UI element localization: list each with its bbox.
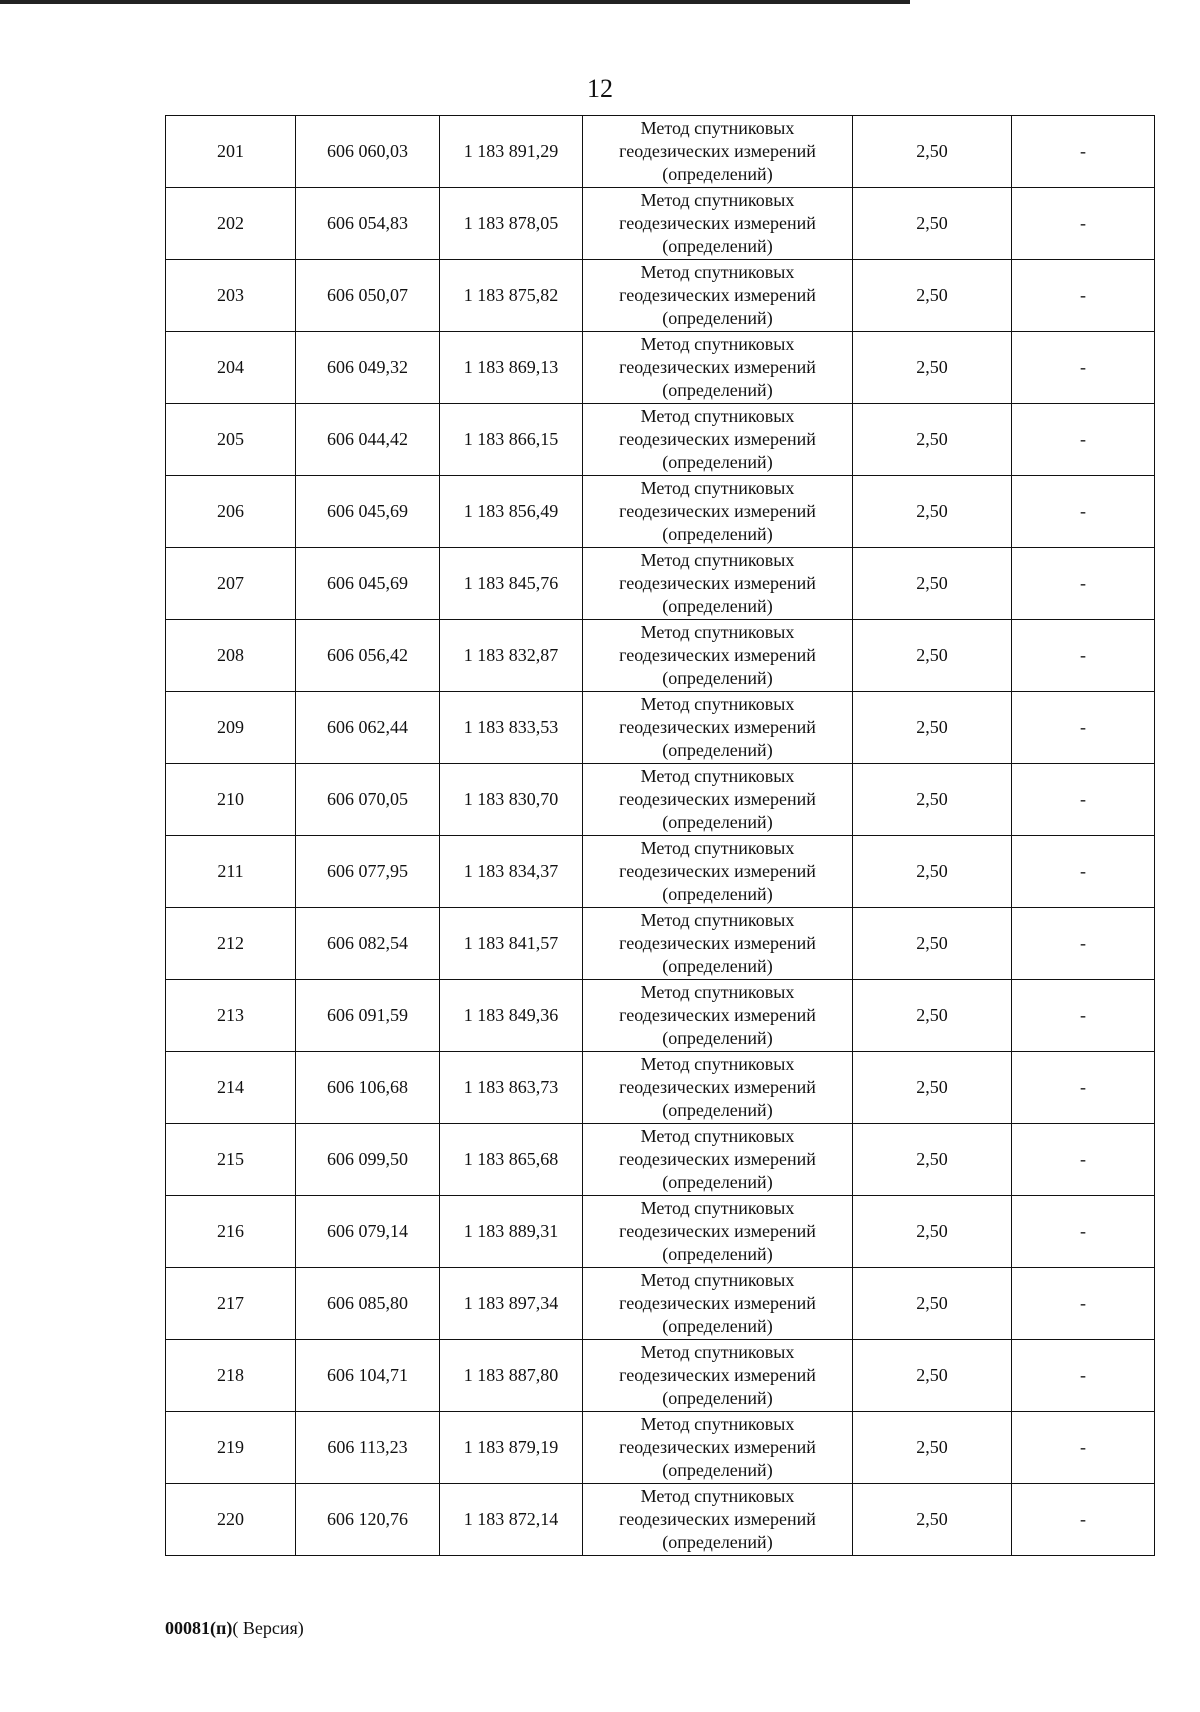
x-coordinate-cell: 606 045,69 bbox=[296, 476, 440, 548]
y-coordinate-cell: 1 183 863,73 bbox=[440, 1052, 583, 1124]
point-number-cell: 220 bbox=[166, 1484, 296, 1556]
point-number-cell: 212 bbox=[166, 908, 296, 980]
table-row bbox=[166, 1268, 1155, 1340]
method-cell: Метод спутниковых геодезических измерений (определений) bbox=[583, 188, 853, 260]
table-row bbox=[166, 692, 1155, 764]
note-cell: - bbox=[1012, 1052, 1155, 1124]
method-cell: Метод спутниковых геодезических измерений (определений) bbox=[583, 1052, 853, 1124]
table-row bbox=[166, 1196, 1155, 1268]
footer-version-label: ( Версия) bbox=[232, 1618, 304, 1638]
method-cell: Метод спутниковых геодезических измерений (определений) bbox=[583, 620, 853, 692]
table-row bbox=[166, 188, 1155, 260]
method-cell: Метод спутниковых геодезических измерений (определений) bbox=[583, 476, 853, 548]
precision-cell: 2,50 bbox=[853, 908, 1012, 980]
method-cell: Метод спутниковых геодезических измерений (определений) bbox=[583, 764, 853, 836]
x-coordinate-cell: 606 060,03 bbox=[296, 116, 440, 188]
precision-cell: 2,50 bbox=[853, 764, 1012, 836]
method-cell: Метод спутниковых геодезических измерений (определений) bbox=[583, 692, 853, 764]
precision-cell: 2,50 bbox=[853, 1412, 1012, 1484]
precision-cell: 2,50 bbox=[853, 1340, 1012, 1412]
table-row bbox=[166, 980, 1155, 1052]
note-cell: - bbox=[1012, 1268, 1155, 1340]
point-number-cell: 207 bbox=[166, 548, 296, 620]
y-coordinate-cell: 1 183 865,68 bbox=[440, 1124, 583, 1196]
precision-cell: 2,50 bbox=[853, 692, 1012, 764]
x-coordinate-cell: 606 120,76 bbox=[296, 1484, 440, 1556]
x-coordinate-cell: 606 050,07 bbox=[296, 260, 440, 332]
y-coordinate-cell: 1 183 845,76 bbox=[440, 548, 583, 620]
point-number-cell: 206 bbox=[166, 476, 296, 548]
precision-cell: 2,50 bbox=[853, 116, 1012, 188]
y-coordinate-cell: 1 183 834,37 bbox=[440, 836, 583, 908]
y-coordinate-cell: 1 183 879,19 bbox=[440, 1412, 583, 1484]
y-coordinate-cell: 1 183 869,13 bbox=[440, 332, 583, 404]
note-cell: - bbox=[1012, 1412, 1155, 1484]
note-cell: - bbox=[1012, 116, 1155, 188]
table-row bbox=[166, 1412, 1155, 1484]
precision-cell: 2,50 bbox=[853, 1268, 1012, 1340]
y-coordinate-cell: 1 183 875,82 bbox=[440, 260, 583, 332]
x-coordinate-cell: 606 077,95 bbox=[296, 836, 440, 908]
precision-cell: 2,50 bbox=[853, 1052, 1012, 1124]
method-cell: Метод спутниковых геодезических измерений (определений) bbox=[583, 980, 853, 1052]
x-coordinate-cell: 606 049,32 bbox=[296, 332, 440, 404]
precision-cell: 2,50 bbox=[853, 260, 1012, 332]
method-cell: Метод спутниковых геодезических измерений (определений) bbox=[583, 1196, 853, 1268]
y-coordinate-cell: 1 183 878,05 bbox=[440, 188, 583, 260]
note-cell: - bbox=[1012, 1340, 1155, 1412]
point-number-cell: 208 bbox=[166, 620, 296, 692]
method-cell: Метод спутниковых геодезических измерений (определений) bbox=[583, 1268, 853, 1340]
table-row bbox=[166, 1340, 1155, 1412]
y-coordinate-cell: 1 183 866,15 bbox=[440, 404, 583, 476]
note-cell: - bbox=[1012, 404, 1155, 476]
precision-cell: 2,50 bbox=[853, 980, 1012, 1052]
note-cell: - bbox=[1012, 1124, 1155, 1196]
note-cell: - bbox=[1012, 1196, 1155, 1268]
table-row bbox=[166, 1052, 1155, 1124]
x-coordinate-cell: 606 054,83 bbox=[296, 188, 440, 260]
method-cell: Метод спутниковых геодезических измерений (определений) bbox=[583, 1124, 853, 1196]
note-cell: - bbox=[1012, 620, 1155, 692]
y-coordinate-cell: 1 183 872,14 bbox=[440, 1484, 583, 1556]
table-body bbox=[166, 116, 1155, 1556]
note-cell: - bbox=[1012, 332, 1155, 404]
table-row bbox=[166, 476, 1155, 548]
precision-cell: 2,50 bbox=[853, 1484, 1012, 1556]
footer bbox=[165, 1616, 304, 1640]
method-cell: Метод спутниковых геодезических измерений (определений) bbox=[583, 836, 853, 908]
table-row bbox=[166, 404, 1155, 476]
x-coordinate-cell: 606 062,44 bbox=[296, 692, 440, 764]
x-coordinate-cell: 606 082,54 bbox=[296, 908, 440, 980]
x-coordinate-cell: 606 106,68 bbox=[296, 1052, 440, 1124]
x-coordinate-cell: 606 085,80 bbox=[296, 1268, 440, 1340]
page-number: 12 bbox=[587, 74, 613, 103]
y-coordinate-cell: 1 183 849,36 bbox=[440, 980, 583, 1052]
precision-cell: 2,50 bbox=[853, 836, 1012, 908]
y-coordinate-cell: 1 183 887,80 bbox=[440, 1340, 583, 1412]
method-cell: Метод спутниковых геодезических измерений (определений) bbox=[583, 1340, 853, 1412]
table-row bbox=[166, 116, 1155, 188]
point-number-cell: 215 bbox=[166, 1124, 296, 1196]
note-cell: - bbox=[1012, 1484, 1155, 1556]
point-number-cell: 219 bbox=[166, 1412, 296, 1484]
point-number-cell: 204 bbox=[166, 332, 296, 404]
precision-cell: 2,50 bbox=[853, 620, 1012, 692]
method-cell: Метод спутниковых геодезических измерений (определений) bbox=[583, 404, 853, 476]
precision-cell: 2,50 bbox=[853, 1124, 1012, 1196]
point-number-cell: 217 bbox=[166, 1268, 296, 1340]
table-row bbox=[166, 620, 1155, 692]
coordinates-table bbox=[165, 115, 1155, 1556]
y-coordinate-cell: 1 183 832,87 bbox=[440, 620, 583, 692]
point-number-cell: 218 bbox=[166, 1340, 296, 1412]
y-coordinate-cell: 1 183 856,49 bbox=[440, 476, 583, 548]
table-row bbox=[166, 908, 1155, 980]
note-cell: - bbox=[1012, 764, 1155, 836]
footer-form-code: 00081(п) bbox=[165, 1618, 233, 1638]
note-cell: - bbox=[1012, 908, 1155, 980]
point-number-cell: 202 bbox=[166, 188, 296, 260]
table-row bbox=[166, 1124, 1155, 1196]
precision-cell: 2,50 bbox=[853, 332, 1012, 404]
y-coordinate-cell: 1 183 841,57 bbox=[440, 908, 583, 980]
point-number-cell: 211 bbox=[166, 836, 296, 908]
x-coordinate-cell: 606 113,23 bbox=[296, 1412, 440, 1484]
table-row bbox=[166, 836, 1155, 908]
y-coordinate-cell: 1 183 830,70 bbox=[440, 764, 583, 836]
note-cell: - bbox=[1012, 188, 1155, 260]
precision-cell: 2,50 bbox=[853, 476, 1012, 548]
method-cell: Метод спутниковых геодезических измерений (определений) bbox=[583, 116, 853, 188]
x-coordinate-cell: 606 044,42 bbox=[296, 404, 440, 476]
method-cell: Метод спутниковых геодезических измерений (определений) bbox=[583, 1484, 853, 1556]
table-row bbox=[166, 548, 1155, 620]
method-cell: Метод спутниковых геодезических измерений (определений) bbox=[583, 548, 853, 620]
x-coordinate-cell: 606 104,71 bbox=[296, 1340, 440, 1412]
precision-cell: 2,50 bbox=[853, 548, 1012, 620]
note-cell: - bbox=[1012, 476, 1155, 548]
point-number-cell: 203 bbox=[166, 260, 296, 332]
y-coordinate-cell: 1 183 891,29 bbox=[440, 116, 583, 188]
point-number-cell: 209 bbox=[166, 692, 296, 764]
x-coordinate-cell: 606 099,50 bbox=[296, 1124, 440, 1196]
note-cell: - bbox=[1012, 548, 1155, 620]
table-row bbox=[166, 260, 1155, 332]
x-coordinate-cell: 606 070,05 bbox=[296, 764, 440, 836]
table-row bbox=[166, 764, 1155, 836]
point-number-cell: 205 bbox=[166, 404, 296, 476]
precision-cell: 2,50 bbox=[853, 1196, 1012, 1268]
y-coordinate-cell: 1 183 897,34 bbox=[440, 1268, 583, 1340]
method-cell: Метод спутниковых геодезических измерений (определений) bbox=[583, 332, 853, 404]
note-cell: - bbox=[1012, 980, 1155, 1052]
point-number-cell: 201 bbox=[166, 116, 296, 188]
note-cell: - bbox=[1012, 836, 1155, 908]
point-number-cell: 216 bbox=[166, 1196, 296, 1268]
point-number-cell: 210 bbox=[166, 764, 296, 836]
precision-cell: 2,50 bbox=[853, 188, 1012, 260]
point-number-cell: 213 bbox=[166, 980, 296, 1052]
note-cell: - bbox=[1012, 260, 1155, 332]
point-number-cell: 214 bbox=[166, 1052, 296, 1124]
y-coordinate-cell: 1 183 833,53 bbox=[440, 692, 583, 764]
method-cell: Метод спутниковых геодезических измерений (определений) bbox=[583, 1412, 853, 1484]
y-coordinate-cell: 1 183 889,31 bbox=[440, 1196, 583, 1268]
x-coordinate-cell: 606 091,59 bbox=[296, 980, 440, 1052]
table-row bbox=[166, 1484, 1155, 1556]
x-coordinate-cell: 606 079,14 bbox=[296, 1196, 440, 1268]
method-cell: Метод спутниковых геодезических измерений (определений) bbox=[583, 260, 853, 332]
top-border-line bbox=[0, 0, 910, 4]
x-coordinate-cell: 606 045,69 bbox=[296, 548, 440, 620]
table-row bbox=[166, 332, 1155, 404]
method-cell: Метод спутниковых геодезических измерений (определений) bbox=[583, 908, 853, 980]
note-cell: - bbox=[1012, 692, 1155, 764]
precision-cell: 2,50 bbox=[853, 404, 1012, 476]
x-coordinate-cell: 606 056,42 bbox=[296, 620, 440, 692]
